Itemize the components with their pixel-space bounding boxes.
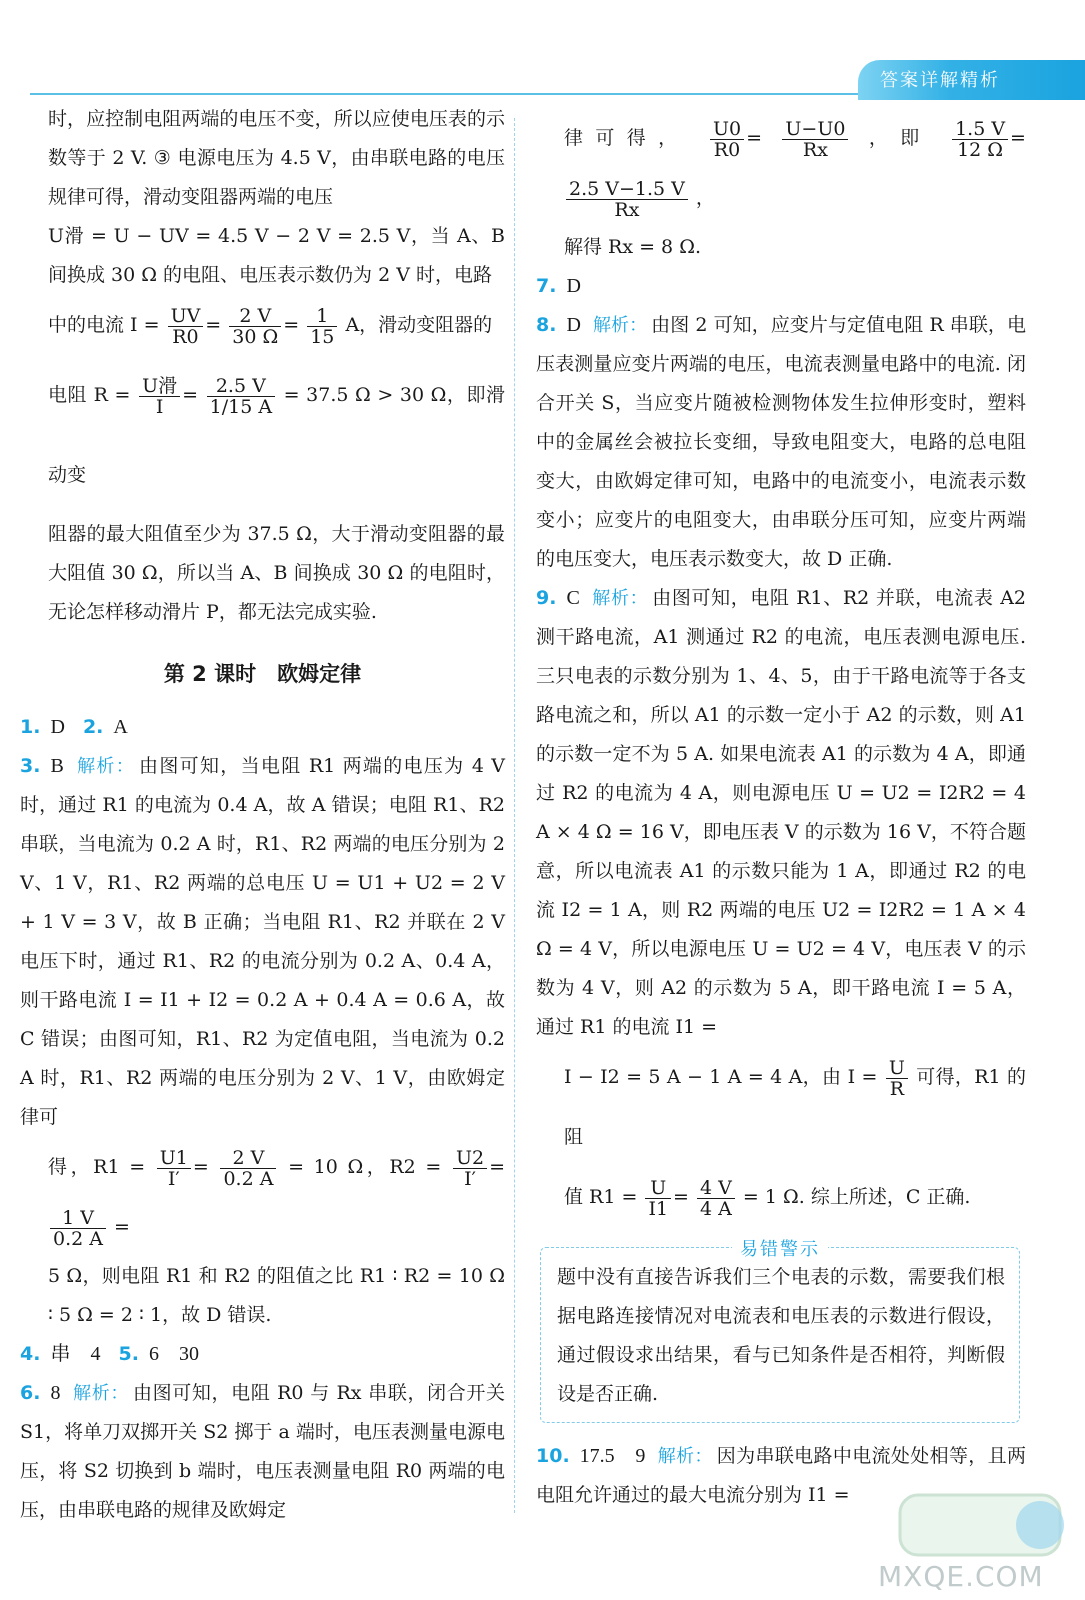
fraction: $\frac{U}{R}$ — [886, 1058, 908, 1099]
fraction: $\frac{U0}{R0}$ — [710, 119, 744, 160]
equation-line: 值 R1 = $\frac{U}{I1}$ = $\frac{4 V}{4 A}$ = 1 Ω. 综上所述，C 正确. — [564, 1176, 971, 1220]
fraction: $\frac{U}{I1}$ — [645, 1178, 671, 1219]
warning-box — [540, 1239, 1020, 1423]
paragraph: 阻器的最大阻值至少为 37.5 Ω，大于滑动变阻器的最大阻值 30 Ω，所以当 A、B 间换成 30 Ω 的电阻时，无论怎样移动滑片 P，都无法完成实验. — [48, 523, 505, 623]
answer-q3: 3. B 解析： 由图可知，当电阻 R1 两端的电压为 4 V 时，通过 R1 的电流为 0.4 A，故 A 错误；电阻 R1、R2 串联，当电流为 0.2 A 时，R1、R2 两端的电压分别为 2 V、1 V，R1、R2 两端的总电压 U = U1 + U2 = 2 V + 1 V = 3 V，故 B 正确；当电阻 R1、R2 并联在 2 V 电压下时，通过 R1、R2 的电流分别为 0.2 A、0.4 A，则干路电流 I = I1 + I2 = 0.2 A + 0.4 A = 0.6 A，故 C 错误；由图可知，R1、R2 为定值电阻，当电流为 0.2 A 时，R1、R2 两端的电压分别为 2 V、1 V，由欧姆定律可 — [20, 755, 505, 1128]
fraction: $\frac{1}{15}$ — [307, 306, 337, 347]
fraction: $\frac{2 V}{30 \Omega}$ — [229, 306, 281, 347]
warning-text: 题中没有直接告诉我们三个电表的示数，需要我们根据电路连接情况对电流表和电压表的示数进行假设，通过假设求出结果，看与已知条件是否相符，判断假设是否正确. — [557, 1266, 1005, 1405]
equation-line: 电阻 R = $\frac{\text{U滑}}{I}$ = $\frac{2.5 V}{1/15 A}$ = 37.5 Ω > 30 Ω，即滑动变 — [48, 374, 506, 486]
fraction: $\frac{U1}{I'}$ — [157, 1148, 191, 1189]
answer-q6: 6. 8 解析： 由图可知，电阻 R0 与 Rx 串联，闭合开关 S1，将单刀双掷开关 S2 掷于 a 端时，电压表测量电源电压，将 S2 切换到 b 端时，电压表测量电阻 R0 两端的电压，由串联电路的规律及欧姆定 — [20, 1382, 506, 1521]
right-column — [536, 108, 1026, 1515]
equation-line: 律可得， $\frac{U0}{R0}$ = $\frac{U-U0}{Rx}$ ，即 $\frac{1.5 V}{12 \Omega}$ = $\frac{2.5 V-1.5 V}{Rx}$ ， — [564, 117, 1026, 221]
fraction: $\frac{2.5 V}{1/15 A}$ — [207, 376, 275, 417]
answer-q8: 8. D 解析： 由图 2 可知，应变片与定值电阻 R 串联，电压表测量应变片两端的电压，电流表测量电路中的电流. 闭合开关 S，当应变片随被检测物体发生拉伸形变时，塑料中的金属丝会被拉长变细，导致电阻变大，电路的总电阻变大，由欧姆定律可知，电路中的电流变小，电流表示数变小；应变片的电阻变大，由串联分压可知，应变片两端的电压变大，电压表示数变大，故 D 正确. — [536, 314, 1027, 570]
paragraph: 解得 Rx = 8 Ω. — [564, 236, 701, 258]
answer-line: 7. D — [536, 275, 581, 297]
fraction: $\frac{U-U0}{Rx}$ — [782, 119, 848, 160]
equation-line: I − I2 = 5 A − 1 A = 4 A，由 I = $\frac{U}{R}$ 可得，R1 的阻 — [564, 1056, 1026, 1148]
header-tab — [858, 60, 1085, 100]
fraction: $\frac{2 V}{0.2 A}$ — [220, 1148, 276, 1189]
fraction: $\frac{\text{U滑}}{I}$ — [139, 376, 180, 417]
fraction: $\frac{U2}{I'}$ — [453, 1148, 487, 1189]
answer-q10: 10. 17.5 9 解析： 因为串联电路中电流处处相等，且两电阻允许通过的最大电流分别为 I1 = — [536, 1445, 1027, 1506]
fraction: $\frac{UV}{R0}$ — [168, 306, 204, 347]
fraction: $\frac{1.5 V}{12 \Omega}$ — [952, 119, 1008, 160]
header-tab-label: 答案详解精析 — [880, 70, 1000, 91]
watermark-text: MXQE.COM — [878, 1560, 1044, 1593]
fraction: $\frac{4 V}{4 A}$ — [697, 1178, 735, 1219]
header-rule — [30, 93, 872, 95]
fraction: $\frac{2.5 V-1.5 V}{Rx}$ — [566, 179, 688, 220]
paragraph: 5 Ω，则电阻 R1 和 R2 的阻值之比 R1 ∶ R2 = 10 Ω ∶ 5 Ω = 2 ∶ 1，故 D 错误. — [48, 1265, 505, 1326]
fraction: $\frac{1 V}{0.2 A}$ — [50, 1208, 106, 1249]
equation-line: 中的电流 I = $\frac{UV}{R0}$ = $\frac{2 V}{30 \Omega}$ = $\frac{1}{15}$ A，滑动变阻器的 — [48, 304, 493, 348]
answer-q9: 9. C 解析： 由图可知，电阻 R1、R2 并联，电流表 A2 测干路电流，A1 测通过 R2 的电流，电压表测电源电压. 三只电表的示数分别为 1、4、5，由于干路电流等于各支路电流之和，所以 A1 的示数一定小于 A2 的示数，则 A1 的示数一定不为 5 A. 如果电流表 A1 的示数为 4 A，即通过 R2 的电流为 4 A，则电源电压 U = U2 = I2R2 = 4 A × 4 Ω = 16 V，即电压表 V 的示数为 16 V，不符合题意，所以电流表 A1 的示数只能为 1 A，即通过 R2 的电流 I2 = 1 A，则 R2 两端的电压 U2 = I2R2 = 1 A × 4 Ω = 4 V，所以电源电压 U = U2 = 4 V，电压表 V 的示数为 4 V，则 A2 的示数为 5 A，即干路电流 I = 5 A，通过 R1 的电流 I1 = — [536, 587, 1026, 1038]
column-divider — [514, 118, 515, 1513]
left-column — [20, 100, 505, 1530]
lesson-title: 第 2 课时 欧姆定律 — [163, 662, 362, 686]
warning-title: 易错警示 — [732, 1235, 828, 1261]
equation-line: 得，R1 = $\frac{U1}{I'}$ = $\frac{2 V}{0.2 A}$ = 10 Ω，R2 = $\frac{U2}{I'}$ = $\frac{1 V}{0.2 A}$ = — [48, 1146, 505, 1250]
paragraph: 时，应控制电阻两端的电压不变，所以应使电压表的示数等于 2 V. ③ 电源电压为 4.5 V，由串联电路的电压规律可得，滑动变阻器两端的电压 — [48, 108, 505, 208]
answer-line: 1. D 2. A — [20, 716, 128, 738]
answer-line: 4. 串 4 5. 6 30 — [20, 1343, 199, 1365]
paragraph: U滑 = U − UV = 4.5 V − 2 V = 2.5 V，当 A、B 间换成 30 Ω 的电阻、电压表示数仍为 2 V 时，电路 — [48, 225, 505, 286]
